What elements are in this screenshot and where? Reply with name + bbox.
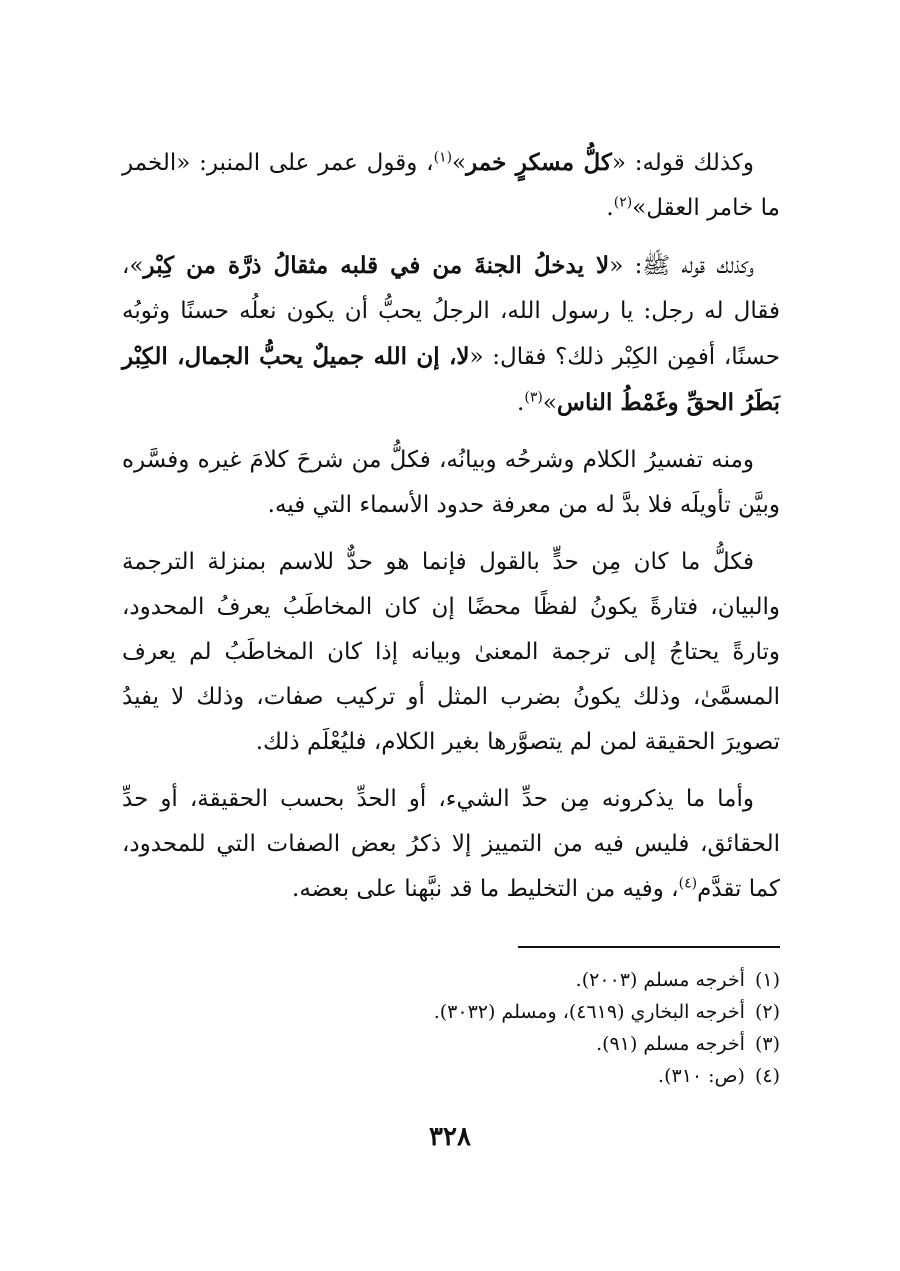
hadith-quote: لا، إن الله جميلٌ يحبُّ الجمال، الكِبْر بَطَرُ الحقِّ وغَمْطُ الناس (122, 343, 780, 416)
hadith-quote: كلُّ مسكرٍ خمر (466, 149, 612, 176)
footnote-item (122, 996, 780, 1028)
footnote-text: أخرجه مسلم (٩١). (596, 1033, 745, 1055)
footnote-item (122, 964, 780, 996)
text-run: ، وفيه من التخليط ما قد نبَّهنا على بعضه. (292, 876, 679, 902)
page-number: ٣٢٨ (429, 1122, 471, 1152)
footnote-number: (١) (754, 969, 780, 991)
footnote-reference: (٣) (524, 389, 543, 406)
paragraph (122, 438, 780, 528)
footnote-divider (518, 946, 780, 948)
text-run: » (542, 390, 557, 416)
text-run: ومنه تفسيرُ الكلام وشرحُه وبيانُه، فكلُّ من شرحَ كلامَ غيره وفسَّره وبيَّن تأويلَه فلا بدَّ له من معرفة حدود الأسماء التي فيه. (122, 447, 780, 518)
paragraph (122, 140, 780, 231)
text-run: . (606, 195, 614, 221)
footnote-item (122, 1060, 780, 1092)
text-run: وكذلك قوله ﷺ: « (609, 253, 754, 279)
footnote-reference: (١) (433, 149, 453, 166)
paragraph (122, 243, 780, 426)
text-run: وأما ما يذكرونه مِن حدِّ الشيء، أو الحدِّ بحسب الحقيقة، أو حدِّ الحقائق، فليس فيه من التمييز إلا ذكرُ بعض الصفات التي للمحدود، كما تقدَّم (122, 786, 780, 902)
paragraph-indent (754, 150, 780, 176)
hadith-quote: لا يدخلُ الجنةَ من في قلبه مثقالُ ذرَّة من كِبْر (143, 252, 610, 279)
paragraph-indent (754, 253, 780, 279)
text-run: وكذلك قوله: « (611, 150, 754, 176)
footnote-number: (٢) (754, 1001, 780, 1023)
paragraph-indent (754, 786, 780, 812)
text-run: ، وقول عمر على المنبر: «الخمر ما خامر العقل» (122, 150, 780, 221)
footnote-number: (٤) (754, 1065, 780, 1087)
paragraph-indent (754, 549, 780, 575)
main-text (122, 140, 780, 924)
footnotes (122, 964, 780, 1092)
footnote-number: (٣) (754, 1033, 780, 1055)
text-run: . (517, 390, 525, 416)
text-run: » (452, 150, 467, 176)
footnote-text: أخرجه البخاري (٤٦١٩)، ومسلم (٣٠٣٢). (433, 1001, 745, 1023)
text-run: »، فقال له رجل: يا رسول الله، الرجلُ يحبُّ أن يكون نعلُه حسنًا وثوبُه حسنًا، أفمِن الكِبْر ذلك؟ فقال: « (122, 253, 780, 370)
paragraph-indent (754, 447, 780, 473)
paragraph (122, 540, 780, 765)
footnote-reference: (٤) (678, 875, 698, 892)
paragraph (122, 777, 780, 912)
text-run: فكلُّ ما كان مِن حدٍّ بالقول فإنما هو حدٌّ للاسم بمنزلة الترجمة والبيان، فتارةً يكونُ لفظًا محضًا إن كان المخاطَبُ يعرفُ المحدود، وتارةً يحتاجُ إلى ترجمة المعنىٰ وبيانه إذا كان المخاطَبُ لم يعرف المسمَّىٰ، وذلك يكونُ بضرب المثل أو تركيب صفات، وذلك لا يفيدُ تصويرَ الحقيقة لمن لم يتصوَّرها بغير الكلام، فليُعْلَم ذلك. (122, 549, 780, 755)
footnote-item (122, 1028, 780, 1060)
footnote-text: أخرجه مسلم (٢٠٠٣). (575, 969, 745, 991)
footnote-reference: (٢) (613, 194, 633, 211)
footnote-text: (ص: ٣١٠). (658, 1065, 745, 1087)
